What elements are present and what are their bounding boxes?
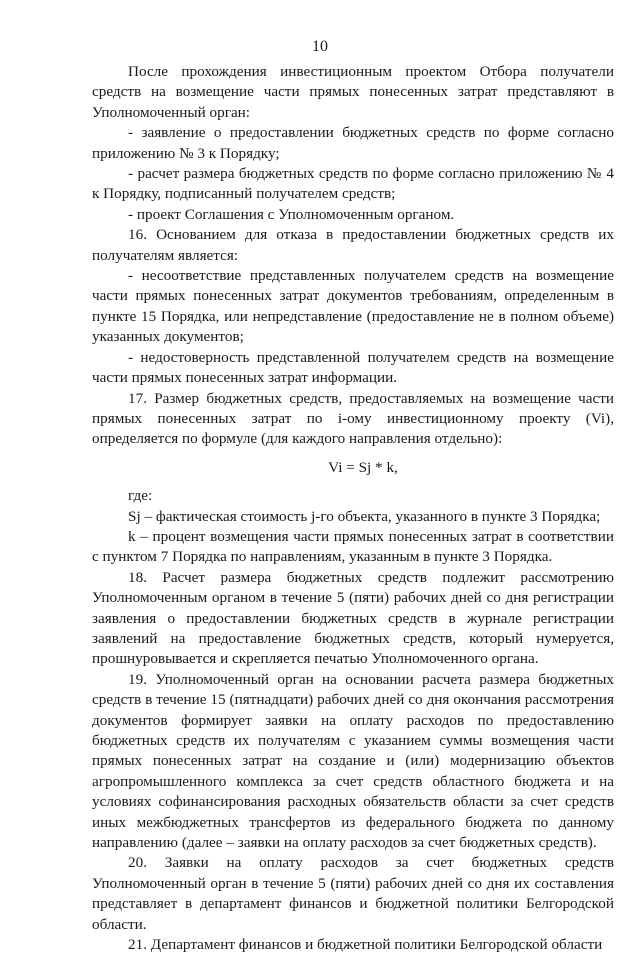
paragraph-18: 18. Расчет размера бюджетных средств подлежит рассмотрению Уполномоченным органом в течение 5 (пяти) рабочих дней со дня регистрации заявления о предоставлении бюджетных средств в журнале регистрации заявлений на предоставление бюджетных средств, который нумеруется, прошнуровывается и скрепляется печатью Уполномоченного органа.: [92, 568, 614, 668]
paragraph-21: 21. Департамент финансов и бюджетной политики Белгородской области: [128, 936, 603, 954]
paragraph-intro: После прохождения инвестиционным проектом Отбора получатели средств на возмещение части прямых понесенных затрат представляют в Уполномоченный орган:: [92, 63, 614, 121]
list-item-calculation: - расчет размера бюджетных средств по форме согласно приложению № 4 к Порядку, подписанный получателем средств;: [92, 165, 614, 203]
paragraph-19: 19. Уполномоченный орган на основании расчета размера бюджетных средств в течение 15 (пятнадцати) рабочих дней со дня окончания рассмотрения документов формирует заявки на оплату расходов по предоставлению бюджетных средств их получателям с указанием суммы возмещения части прямых понесенных затрат на создание и (или) модернизацию объектов агропромышленного комплекса за счет средств областного бюджета и на условиях софинансирования расходных обязательств области за счет средств иных межбюджетных трансфертов из федерального бюджета по данному направлению (далее – заявки на оплату расходов за счет бюджетных средств).: [92, 670, 614, 852]
list-item-agreement-draft: - проект Соглашения с Уполномоченным органом.: [128, 205, 455, 223]
document-body: [92, 62, 614, 955]
list-item-application: - заявление о предоставлении бюджетных средств по форме согласно приложению № 3 к Порядку;: [92, 124, 614, 162]
paragraph-17: 17. Размер бюджетных средств, предоставляемых на возмещение части прямых понесенных затрат по i-ому инвестиционному проекту (Vi), определяется по формуле (для каждого направления отдельно):: [92, 389, 614, 448]
where-label: где:: [128, 487, 153, 505]
paragraph-20: 20. Заявки на оплату расходов за счет бюджетных средств Уполномоченный орган в течение 5 (пяти) рабочих дней со дня их составления представляет в департамент финансов и бюджетной политики Белгородской области.: [92, 854, 614, 933]
definition-sj: Sj – фактическая стоимость j-го объекта, указанного в пункте 3 Порядка;: [128, 507, 601, 525]
page-number: 10: [312, 38, 328, 55]
formula: Vi = Sj * k,: [328, 458, 398, 476]
paragraph-16-mismatch: - несоответствие представленных получателем средств на возмещение части прямых понесенных затрат документов требованиям, определенным в пункте 15 Порядка, или непредставление (предоставление не в полном объеме) указанных документов;: [92, 267, 614, 346]
definition-k: k – процент возмещения части прямых понесенных затрат в соответствии с пунктом 7 Порядка по направлениям, указанным в пункте 3 Порядка.: [92, 527, 614, 566]
paragraph-16: 16. Основанием для отказа в предоставлении бюджетных средств их получателям является:: [92, 226, 614, 264]
paragraph-16-unreliability: - недостоверность представленной получателем средств на возмещение части прямых понесенных затрат информации.: [92, 348, 614, 387]
